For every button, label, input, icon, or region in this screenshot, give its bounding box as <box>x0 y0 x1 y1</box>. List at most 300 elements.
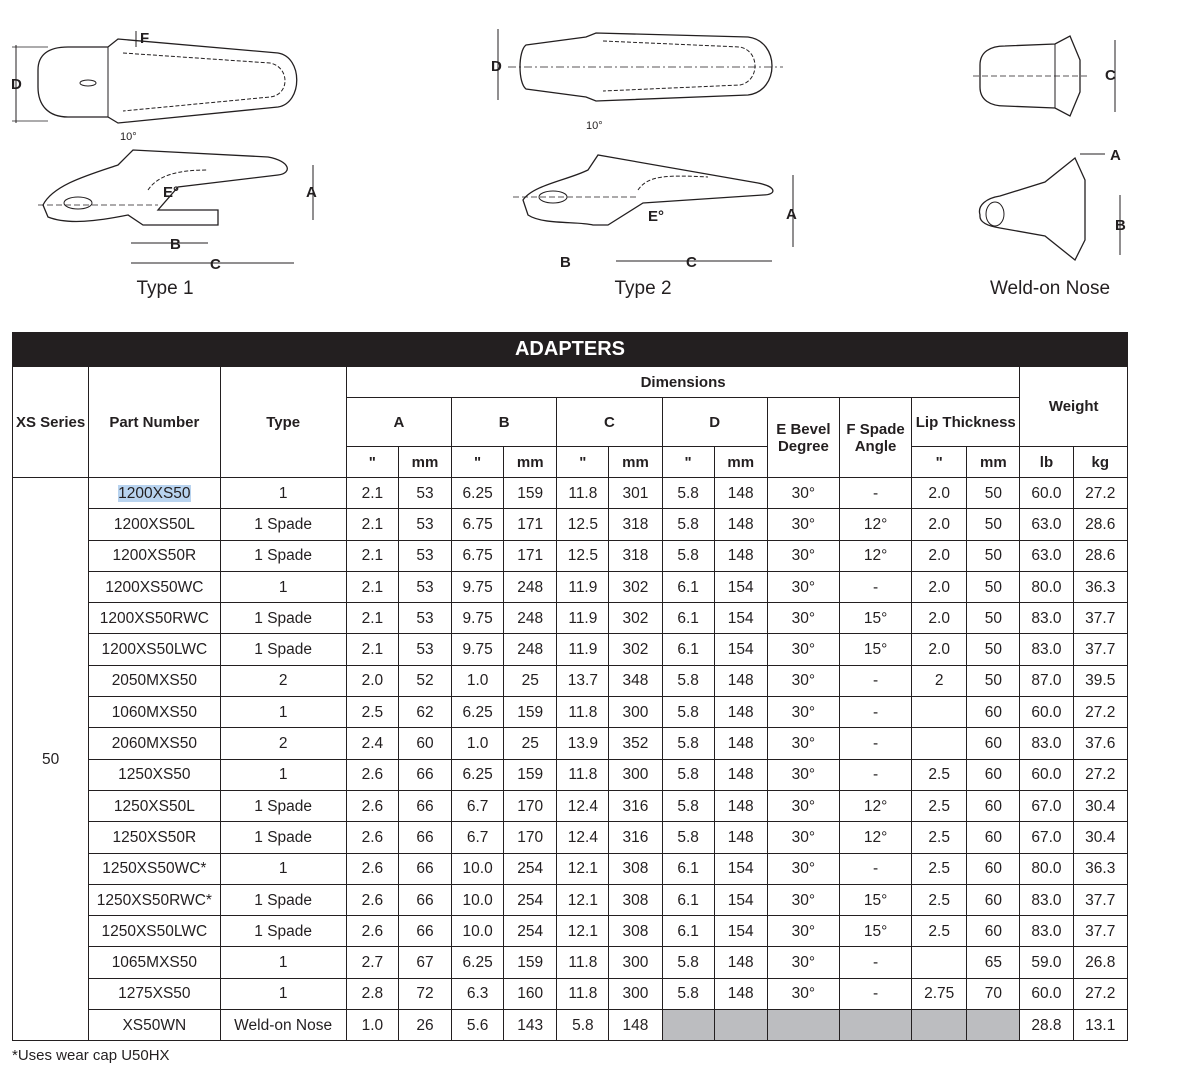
table-cell: - <box>839 947 911 978</box>
table-cell: 53 <box>398 509 451 540</box>
table-cell: 316 <box>609 790 662 821</box>
table-cell: 65 <box>967 947 1020 978</box>
table-cell: 1 Spade <box>220 603 346 634</box>
table-cell: 6.25 <box>452 697 504 728</box>
table-cell: 6.25 <box>452 947 504 978</box>
table-cell: 2 <box>912 665 967 696</box>
part-number-cell: 2050MXS50 <box>89 665 220 696</box>
table-cell: 352 <box>609 728 662 759</box>
part-number-cell <box>89 478 220 509</box>
table-cell: 50 <box>967 571 1020 602</box>
table-cell: 12.4 <box>557 790 609 821</box>
table-cell: 5.8 <box>662 978 714 1009</box>
table-cell: 2.6 <box>346 884 398 915</box>
type2-drawing <box>488 25 808 275</box>
table-cell: 30° <box>767 665 839 696</box>
table-cell: 148 <box>714 978 767 1009</box>
weld-nose-drawing <box>965 30 1165 260</box>
table-row <box>13 540 1128 571</box>
header-type: Type <box>220 367 346 478</box>
table-cell: 154 <box>714 884 767 915</box>
type2-label-angle: 10° <box>586 120 603 132</box>
table-row <box>13 603 1128 634</box>
table-cell: 5.8 <box>662 822 714 853</box>
table-cell: 10.0 <box>452 853 504 884</box>
table-cell: 25 <box>504 665 557 696</box>
table-row <box>13 634 1128 665</box>
table-cell: 2.6 <box>346 759 398 790</box>
header-dimensions: Dimensions <box>346 367 1020 398</box>
table-cell: 30° <box>767 822 839 853</box>
table-cell: 12° <box>839 540 911 571</box>
table-cell: 148 <box>714 947 767 978</box>
table-cell: 348 <box>609 665 662 696</box>
table-cell: 300 <box>609 759 662 790</box>
part-number-cell: XS50WN <box>89 1010 220 1041</box>
table-cell: 28.6 <box>1073 540 1127 571</box>
table-cell: 148 <box>714 665 767 696</box>
type1-label-c: C <box>210 256 221 273</box>
table-cell: 13.1 <box>1073 1010 1127 1041</box>
table-cell: 12.1 <box>557 916 609 947</box>
table-cell: 12° <box>839 790 911 821</box>
table-cell: 1 Spade <box>220 884 346 915</box>
table-cell: 318 <box>609 540 662 571</box>
table-cell: 6.25 <box>452 478 504 509</box>
table-cell: 37.7 <box>1073 634 1127 665</box>
table-row <box>13 665 1128 696</box>
table-cell: 59.0 <box>1020 947 1073 978</box>
table-cell: 160 <box>504 978 557 1009</box>
table-cell: 308 <box>609 916 662 947</box>
table-cell: 143 <box>504 1010 557 1041</box>
table-cell: 60 <box>967 884 1020 915</box>
table-cell: 39.5 <box>1073 665 1127 696</box>
table-cell: 6.7 <box>452 790 504 821</box>
table-cell: 2.5 <box>912 884 967 915</box>
table-cell: 248 <box>504 603 557 634</box>
part-number-cell: 1275XS50 <box>89 978 220 1009</box>
table-cell: 1 Spade <box>220 540 346 571</box>
table-cell: 28.6 <box>1073 509 1127 540</box>
header-weight-kg: kg <box>1073 447 1127 478</box>
table-cell: 159 <box>504 759 557 790</box>
table-cell: 2.5 <box>912 853 967 884</box>
table-cell: 2.0 <box>912 634 967 665</box>
header-d-inch: " <box>662 447 714 478</box>
table-cell: 148 <box>714 822 767 853</box>
table-cell: 2.5 <box>912 759 967 790</box>
table-cell: 148 <box>714 697 767 728</box>
header-d-mm: mm <box>714 447 767 478</box>
table-cell: 12.1 <box>557 853 609 884</box>
table-cell: 50 <box>967 540 1020 571</box>
table-cell: 11.9 <box>557 571 609 602</box>
weld-label-b: B <box>1115 217 1126 234</box>
part-number-cell: 1200XS50RWC <box>89 603 220 634</box>
type1-label-angle: 10° <box>120 131 137 143</box>
table-cell: 159 <box>504 697 557 728</box>
table-cell: 5.8 <box>662 509 714 540</box>
table-cell: 60.0 <box>1020 759 1073 790</box>
table-cell: 80.0 <box>1020 571 1073 602</box>
adapter-diagrams <box>0 0 1200 320</box>
table-cell: 30° <box>767 571 839 602</box>
table-cell: 2 <box>220 728 346 759</box>
header-d: D <box>662 398 767 447</box>
part-number-cell: 1250XS50R <box>89 822 220 853</box>
table-cell: 154 <box>714 603 767 634</box>
table-cell: 9.75 <box>452 634 504 665</box>
part-number-cell: 1200XS50WC <box>89 571 220 602</box>
type2-label-b: B <box>560 254 571 271</box>
type1-label-e: E° <box>163 184 180 201</box>
table-cell: 2.7 <box>346 947 398 978</box>
table-cell: 63.0 <box>1020 509 1073 540</box>
table-cell: 66 <box>398 759 451 790</box>
table-cell: 1 <box>220 853 346 884</box>
table-cell: 5.8 <box>662 665 714 696</box>
table-cell: 12° <box>839 822 911 853</box>
table-cell <box>839 1010 911 1041</box>
table-cell: 11.8 <box>557 978 609 1009</box>
table-cell: 11.9 <box>557 603 609 634</box>
table-cell: - <box>839 478 911 509</box>
table-cell: 30° <box>767 978 839 1009</box>
table-cell: 13.7 <box>557 665 609 696</box>
table-cell: 2 <box>220 665 346 696</box>
table-row <box>13 509 1128 540</box>
table-cell: 66 <box>398 822 451 853</box>
table-cell: 308 <box>609 884 662 915</box>
part-number-cell: 1250XS50WC* <box>89 853 220 884</box>
table-cell: 148 <box>714 540 767 571</box>
table-cell: 12.1 <box>557 884 609 915</box>
part-number-cell: 1060MXS50 <box>89 697 220 728</box>
selected-part-number: 1200XS50 <box>118 484 191 502</box>
table-cell: 30° <box>767 728 839 759</box>
table-cell: 50 <box>967 509 1020 540</box>
table-cell: 53 <box>398 603 451 634</box>
table-cell: 11.8 <box>557 759 609 790</box>
table-cell: 50 <box>967 665 1020 696</box>
weld-label-c: C <box>1105 67 1116 84</box>
table-cell: 170 <box>504 822 557 853</box>
table-cell: 37.7 <box>1073 603 1127 634</box>
type1-diagram <box>8 25 317 275</box>
table-cell: 30° <box>767 947 839 978</box>
table-cell: - <box>839 759 911 790</box>
table-cell: 159 <box>504 947 557 978</box>
table-cell: 15° <box>839 634 911 665</box>
table-cell: 10.0 <box>452 884 504 915</box>
header-lip: Lip Thickness <box>912 398 1020 447</box>
table-row <box>13 728 1128 759</box>
table-cell: 2.0 <box>912 571 967 602</box>
part-number-cell: 1250XS50RWC* <box>89 884 220 915</box>
table-cell: 2.0 <box>912 540 967 571</box>
table-cell: 62 <box>398 697 451 728</box>
header-b-mm: mm <box>504 447 557 478</box>
table-cell: 248 <box>504 634 557 665</box>
table-cell: 67 <box>398 947 451 978</box>
table-cell <box>967 1010 1020 1041</box>
header-f: F Spade Angle <box>839 398 911 478</box>
table-cell: 6.3 <box>452 978 504 1009</box>
table-cell: 66 <box>398 790 451 821</box>
table-cell: 30° <box>767 790 839 821</box>
table-cell: 171 <box>504 509 557 540</box>
table-cell: 60 <box>967 790 1020 821</box>
table-cell: 254 <box>504 853 557 884</box>
table-cell: 83.0 <box>1020 728 1073 759</box>
table-cell: 300 <box>609 978 662 1009</box>
table-cell: 60 <box>967 759 1020 790</box>
table-cell: 12.4 <box>557 822 609 853</box>
table-cell: 148 <box>714 790 767 821</box>
type2-label-a: A <box>786 206 797 223</box>
table-cell: 36.3 <box>1073 571 1127 602</box>
table-cell: 60 <box>967 728 1020 759</box>
table-cell: 1 <box>220 759 346 790</box>
table-cell: Weld-on Nose <box>220 1010 346 1041</box>
table-row <box>13 916 1128 947</box>
table-cell: 9.75 <box>452 603 504 634</box>
table-cell: 27.2 <box>1073 978 1127 1009</box>
type1-drawing <box>8 25 317 275</box>
table-cell: 1.0 <box>452 665 504 696</box>
part-number-cell: 1200XS50LWC <box>89 634 220 665</box>
table-cell: - <box>839 697 911 728</box>
table-row <box>13 853 1128 884</box>
table-cell: 2.1 <box>346 634 398 665</box>
table-cell: 6.1 <box>662 853 714 884</box>
table-cell <box>714 1010 767 1041</box>
table-cell: 30° <box>767 509 839 540</box>
table-cell: 12° <box>839 509 911 540</box>
part-number-cell: 1200XS50L <box>89 509 220 540</box>
table-cell: 5.8 <box>662 947 714 978</box>
type2-label-c: C <box>686 254 697 271</box>
table-cell: 12.5 <box>557 540 609 571</box>
header-c-mm: mm <box>609 447 662 478</box>
table-cell: 302 <box>609 603 662 634</box>
table-cell <box>662 1010 714 1041</box>
table-cell: 60.0 <box>1020 478 1073 509</box>
type1-label-f: F <box>140 30 150 47</box>
table-cell: 30° <box>767 884 839 915</box>
table-cell: 70 <box>967 978 1020 1009</box>
table-cell: 248 <box>504 571 557 602</box>
table-cell: 67.0 <box>1020 822 1073 853</box>
table-cell <box>912 1010 967 1041</box>
table-cell: 53 <box>398 571 451 602</box>
weld-nose-diagram <box>965 30 1165 260</box>
caption-weld-nose: Weld-on Nose <box>989 278 1111 299</box>
adapters-table <box>12 332 1128 1041</box>
table-cell: 159 <box>504 478 557 509</box>
table-cell: 72 <box>398 978 451 1009</box>
table-cell: 1 Spade <box>220 634 346 665</box>
table-cell: 36.3 <box>1073 853 1127 884</box>
table-row <box>13 697 1128 728</box>
table-cell: 6.1 <box>662 603 714 634</box>
table-cell: 83.0 <box>1020 884 1073 915</box>
table-cell: 2.0 <box>912 478 967 509</box>
table-cell: 60.0 <box>1020 978 1073 1009</box>
table-cell: 83.0 <box>1020 916 1073 947</box>
table-cell: 60 <box>967 822 1020 853</box>
table-cell: 30° <box>767 540 839 571</box>
table-cell: 148 <box>609 1010 662 1041</box>
table-cell: 10.0 <box>452 916 504 947</box>
table-cell: 5.8 <box>662 697 714 728</box>
type2-label-e: E° <box>648 208 665 225</box>
table-cell: - <box>839 853 911 884</box>
table-row <box>13 478 1128 509</box>
table-cell: 50 <box>967 634 1020 665</box>
table-cell: 5.8 <box>557 1010 609 1041</box>
table-cell: 1 <box>220 978 346 1009</box>
table-cell: 2.6 <box>346 853 398 884</box>
table-cell: 12.5 <box>557 509 609 540</box>
table-cell: - <box>839 571 911 602</box>
table-title: ADAPTERS <box>13 333 1128 367</box>
table-cell: 154 <box>714 853 767 884</box>
table-cell: 154 <box>714 634 767 665</box>
table-cell: 1 <box>220 947 346 978</box>
table-cell: 148 <box>714 728 767 759</box>
table-cell: 15° <box>839 916 911 947</box>
table-cell: 2.5 <box>912 822 967 853</box>
type1-label-d: D <box>11 76 22 93</box>
table-cell: 2.5 <box>346 697 398 728</box>
type1-label-a: A <box>306 184 317 201</box>
table-cell: 1 <box>220 697 346 728</box>
table-cell: 11.8 <box>557 947 609 978</box>
table-cell: 37.7 <box>1073 916 1127 947</box>
table-cell: 63.0 <box>1020 540 1073 571</box>
table-cell <box>912 728 967 759</box>
part-number-cell: 1250XS50L <box>89 790 220 821</box>
table-row <box>13 1010 1128 1041</box>
table-row <box>13 790 1128 821</box>
table-cell: 30° <box>767 916 839 947</box>
part-number-cell: 2060MXS50 <box>89 728 220 759</box>
table-cell: 2.6 <box>346 916 398 947</box>
footnote: *Uses wear cap U50HX <box>12 1047 170 1064</box>
table-cell: 25 <box>504 728 557 759</box>
table-cell: 2.1 <box>346 571 398 602</box>
header-lip-inch: " <box>912 447 967 478</box>
caption-type2: Type 2 <box>614 278 672 299</box>
table-cell: 6.75 <box>452 509 504 540</box>
table-cell: 26 <box>398 1010 451 1041</box>
table-cell: 60 <box>398 728 451 759</box>
table-cell: 13.9 <box>557 728 609 759</box>
table-cell: 30.4 <box>1073 822 1127 853</box>
table-cell: 148 <box>714 509 767 540</box>
table-cell: 300 <box>609 947 662 978</box>
header-series: XS Series <box>13 367 89 478</box>
table-row <box>13 978 1128 1009</box>
table-cell: 5.8 <box>662 478 714 509</box>
table-cell: 6.7 <box>452 822 504 853</box>
table-body <box>13 478 1128 1041</box>
table-cell: 83.0 <box>1020 634 1073 665</box>
table-cell: 30° <box>767 634 839 665</box>
table-cell <box>912 947 967 978</box>
table-cell: 2.4 <box>346 728 398 759</box>
table-cell: 9.75 <box>452 571 504 602</box>
table-cell: 2.1 <box>346 603 398 634</box>
table-cell: 318 <box>609 509 662 540</box>
table-cell: 302 <box>609 571 662 602</box>
table-cell: 1 Spade <box>220 822 346 853</box>
table-cell: 2.75 <box>912 978 967 1009</box>
adapters-table-wrapper <box>12 332 1128 1041</box>
table-cell <box>912 697 967 728</box>
table-cell: 302 <box>609 634 662 665</box>
part-number-cell: 1250XS50 <box>89 759 220 790</box>
table-cell: 11.9 <box>557 634 609 665</box>
table-cell: 6.1 <box>662 916 714 947</box>
table-cell: 30° <box>767 697 839 728</box>
table-cell: 1 <box>220 571 346 602</box>
table-cell: 37.6 <box>1073 728 1127 759</box>
table-cell: 60 <box>967 853 1020 884</box>
table-cell: 66 <box>398 853 451 884</box>
table-cell: - <box>839 665 911 696</box>
table-cell: 1.0 <box>452 728 504 759</box>
table-cell <box>767 1010 839 1041</box>
table-cell: 27.2 <box>1073 697 1127 728</box>
table-cell: 6.1 <box>662 884 714 915</box>
table-cell: 2.5 <box>912 790 967 821</box>
table-cell: 30° <box>767 478 839 509</box>
table-cell: 30° <box>767 853 839 884</box>
table-cell: 28.8 <box>1020 1010 1073 1041</box>
table-cell: 30° <box>767 759 839 790</box>
table-cell: 2.8 <box>346 978 398 1009</box>
table-cell: 53 <box>398 540 451 571</box>
series-cell: 50 <box>13 478 89 1041</box>
table-cell: 2.0 <box>912 509 967 540</box>
table-cell: 2.1 <box>346 478 398 509</box>
table-row <box>13 822 1128 853</box>
header-e: E Bevel Degree <box>767 398 839 478</box>
table-cell: 15° <box>839 603 911 634</box>
table-cell: 60 <box>967 916 1020 947</box>
table-cell: 1 <box>220 478 346 509</box>
part-number-cell: 1065MXS50 <box>89 947 220 978</box>
table-cell: 2.1 <box>346 540 398 571</box>
table-cell: 316 <box>609 822 662 853</box>
header-part-number: Part Number <box>89 367 220 478</box>
table-cell: 148 <box>714 478 767 509</box>
table-cell: 6.75 <box>452 540 504 571</box>
table-cell: 27.2 <box>1073 478 1127 509</box>
table-cell: 301 <box>609 478 662 509</box>
table-cell: 300 <box>609 697 662 728</box>
table-cell: 5.8 <box>662 728 714 759</box>
table-cell: 27.2 <box>1073 759 1127 790</box>
table-row <box>13 947 1128 978</box>
header-weight: Weight <box>1020 367 1128 447</box>
table-cell: 87.0 <box>1020 665 1073 696</box>
table-cell: 6.1 <box>662 571 714 602</box>
table-cell: 5.8 <box>662 790 714 821</box>
